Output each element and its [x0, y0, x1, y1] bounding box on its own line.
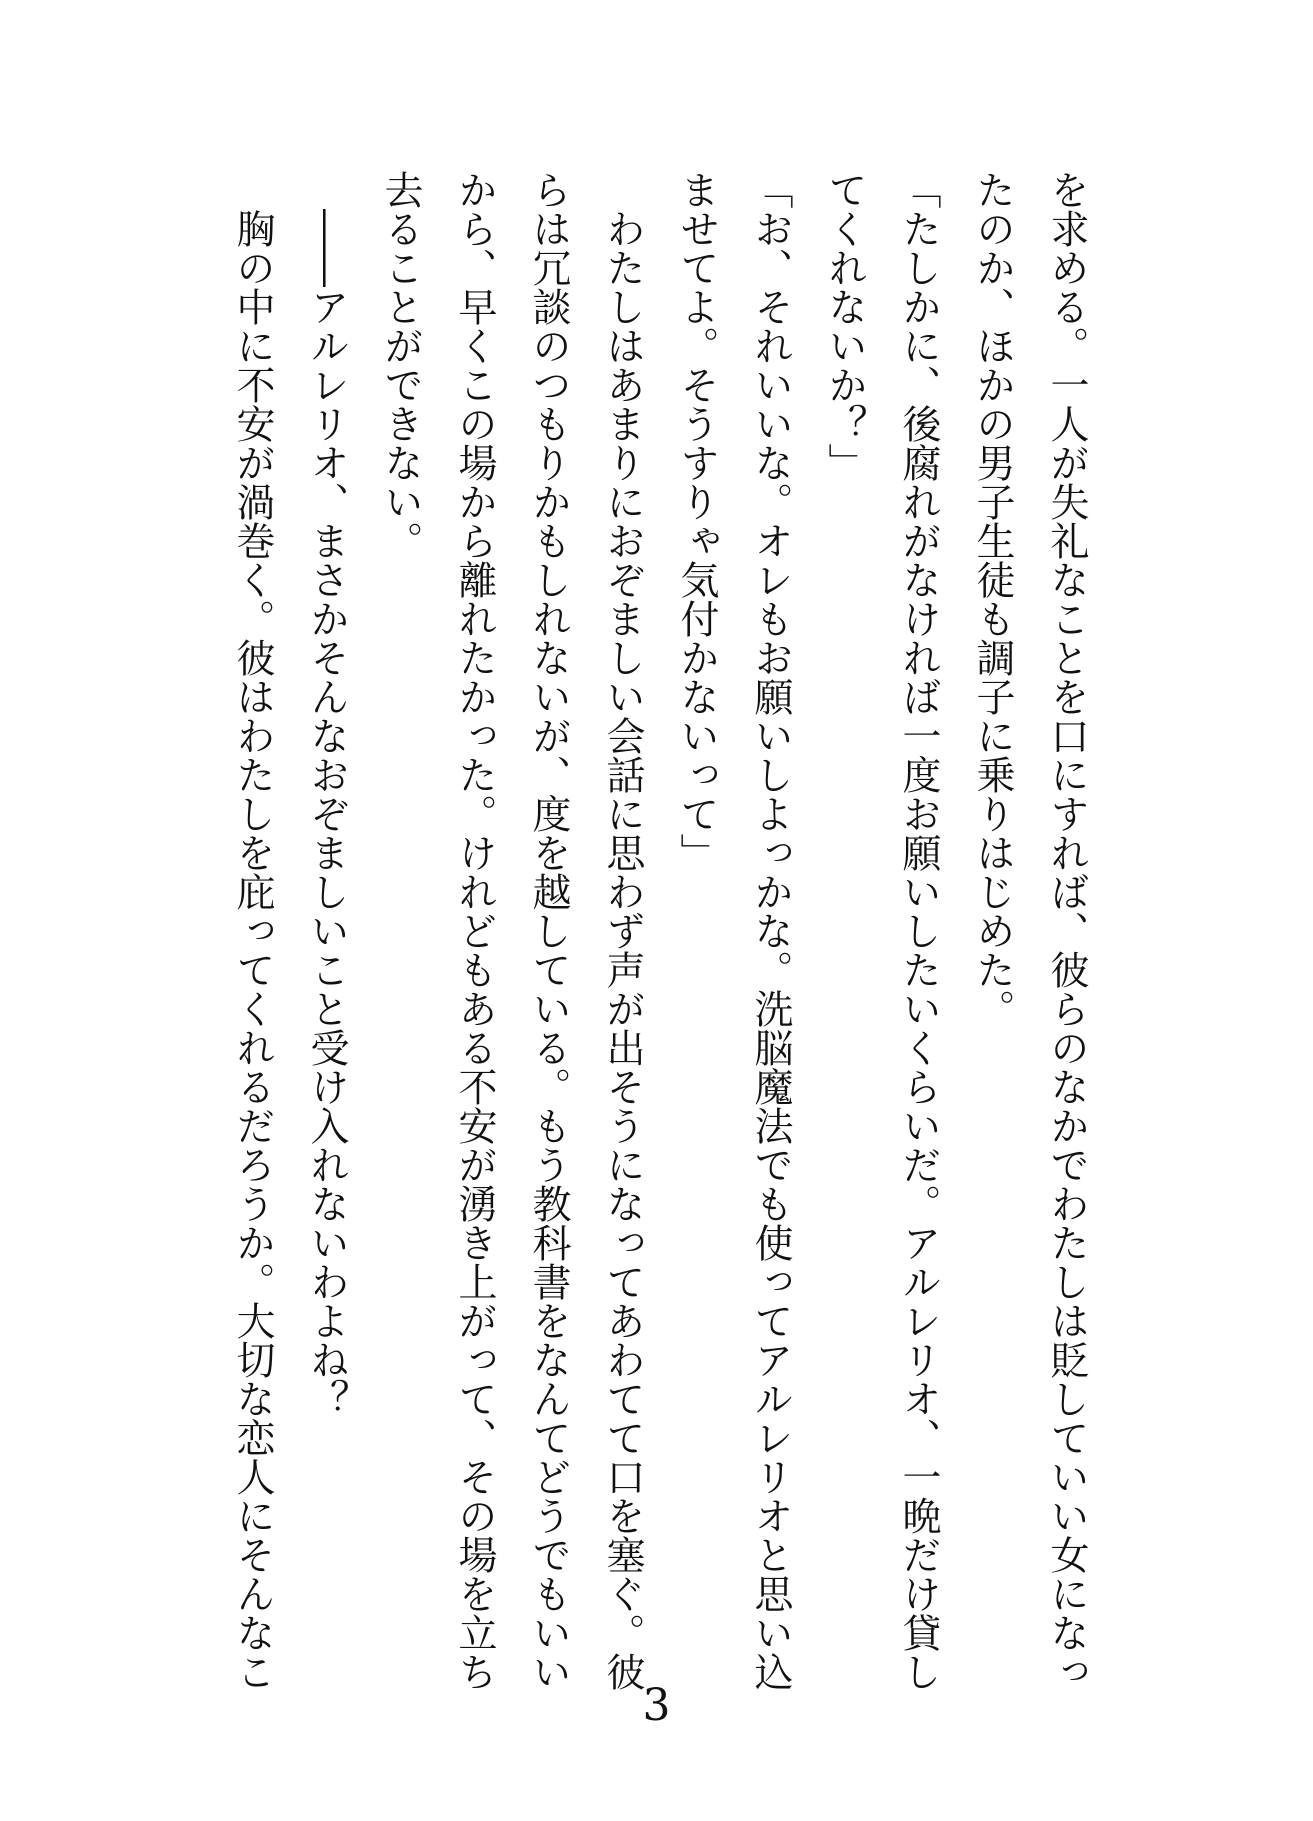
- vertical-text-body: [215, 170, 1103, 1691]
- text-line-11: ――アルレリオ、まさかそんなおぞましいこと受け入れないわよね？: [304, 170, 349, 1418]
- page-number: 3: [642, 1680, 671, 1731]
- text-line-4: てくれないか？」: [822, 170, 867, 482]
- text-line-6: ませてよ。そうすりゃ気付かないって」: [674, 170, 719, 872]
- text-line-3: 「たしかに、後腐れがなければ一度お願いしたいくらいだ。アルレリオ、一晩だけ貸し: [896, 170, 941, 1691]
- text-line-8: らは冗談のつもりかもしれないが、度を越している。もう教科書をなんてどうでもいい: [526, 170, 571, 1691]
- text-line-5: 「お、それいいな。オレもお願いしよっかな。洗脳魔法でも使ってアルレリオと思い込: [748, 170, 793, 1691]
- text-line-12: 胸の中に不安が渦巻く。彼はわたしを庇ってくれるだろうか。大切な恋人にそんなこ: [230, 170, 275, 1691]
- text-line-2: たのか、ほかの男子生徒も調子に乗りはじめた。: [970, 170, 1015, 1028]
- text-line-9: から、早くこの場から離れたかった。けれどもある不安が湧き上がって、その場を立ち: [452, 170, 497, 1691]
- text-line-1: を求める。一人が失礼なことを口にすれば、彼らのなかでわたしは貶していい女になっ: [1044, 170, 1089, 1691]
- text-line-7: わたしはあまりにおぞましい会話に思わず声が出そうになってあわてて口を塞ぐ。彼: [600, 170, 645, 1691]
- text-line-10: 去ることができない。: [378, 170, 423, 560]
